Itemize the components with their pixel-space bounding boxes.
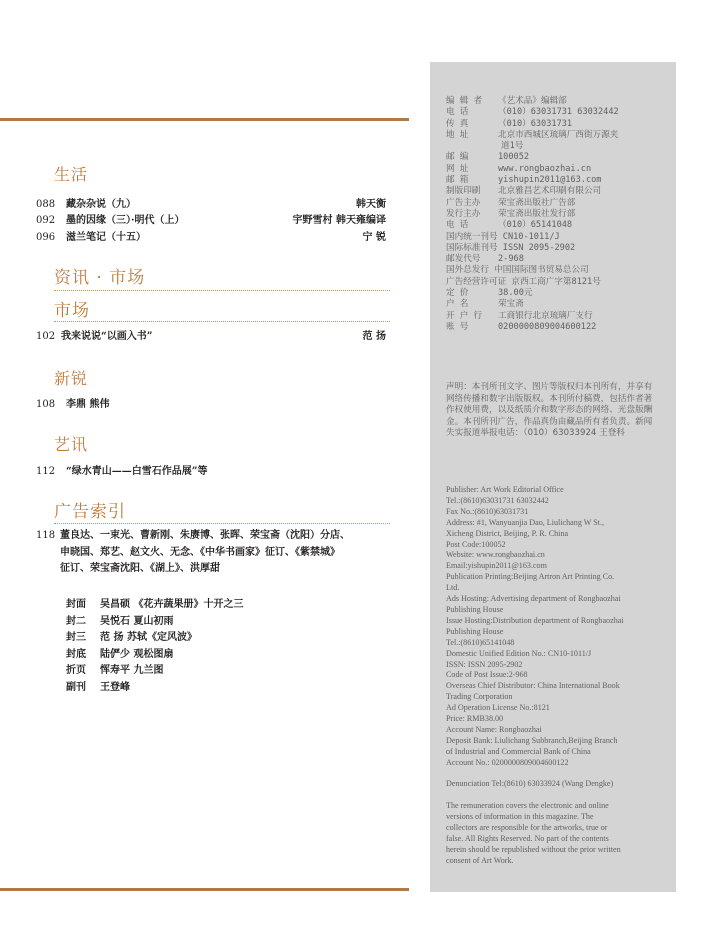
cover-text: 吴昌硕 《花卉蔬果册》十开之三 — [100, 599, 244, 610]
info-row — [446, 209, 668, 220]
english-line: Deposit Bank: Liulichang Subbranch,Beijing Branch — [446, 735, 618, 745]
english-line: Publishing House — [446, 626, 504, 636]
info-key: 户 名 — [446, 299, 469, 310]
info-row — [446, 265, 668, 276]
spacer — [446, 790, 660, 801]
english-line: Price: RMB38.00 — [446, 714, 504, 724]
cover-label: 封三 — [66, 632, 86, 643]
info-row — [446, 164, 668, 175]
cover-credit-row — [66, 647, 243, 664]
cover-label: 折页 — [66, 665, 86, 676]
info-row — [446, 254, 668, 265]
english-line: Ads Hosting: Advertising department of Rongbaozhai — [446, 594, 621, 604]
toc-author: 宁 锐 — [362, 232, 386, 243]
info-key: 邮发代号 — [446, 254, 481, 265]
english-line: Website: www.rongbaozhai.cn — [446, 550, 545, 560]
dotted-divider — [54, 321, 390, 322]
section-title-yixun: 艺讯 — [54, 435, 89, 454]
info-row — [446, 322, 668, 333]
colophon-info — [446, 96, 668, 333]
info-row — [446, 299, 668, 310]
info-key: 账 号 — [446, 321, 469, 332]
toc-page-number: 092 — [36, 215, 56, 226]
section-title-xinrui: 新锐 — [54, 369, 89, 388]
info-key: 开 户 行 — [446, 310, 483, 321]
english-line: Publisher: Art Work Editorial Office — [446, 485, 564, 494]
english-line: Tel.:(8610)63031731 63032442 — [446, 495, 549, 505]
info-key: 地 址 — [446, 129, 469, 140]
toc-title: 滋兰笔记（十五） — [66, 232, 146, 243]
ad-index-page-number: 118 — [36, 530, 56, 541]
english-line: Overseas Chief Distributor: China International Book — [446, 681, 620, 691]
info-value: 0200000809004600122 — [498, 321, 597, 332]
info-value: 京西工商广字第8121号 — [511, 276, 601, 287]
info-value: 道1号 — [501, 141, 524, 152]
info-value: 《艺术品》编辑部 — [498, 96, 567, 106]
toc-author: 范 扬 — [362, 331, 386, 342]
info-key: 电 话 — [446, 220, 469, 231]
top-rule — [0, 118, 409, 121]
ad-index-list — [60, 528, 394, 578]
info-row — [446, 175, 668, 186]
english-line: Email:yishupin2011@163.com — [446, 561, 547, 571]
info-key: 广告主办 — [446, 197, 481, 208]
info-key: 定 价 — [446, 288, 469, 299]
section-title-zixun: 资讯 · 市场 — [54, 268, 146, 288]
english-line: Account Name: Rongbaozhai — [446, 724, 542, 734]
ad-index-line: 董良达、一束光、曹新刚、朱赓博、张晖、荣宝斋（沈阳）分店、 — [60, 530, 350, 541]
info-row — [446, 220, 668, 231]
cover-label: 封面 — [66, 599, 86, 610]
info-value: CN10-1011/J — [502, 231, 560, 242]
toc-author: 宇野雪村 韩天雍编译 — [292, 215, 386, 226]
info-row — [446, 141, 668, 152]
cover-credit-row — [66, 663, 243, 680]
english-line: collectors are responsible for the artworks, true or — [446, 823, 608, 833]
info-value: 中国国际图书贸易总公司 — [494, 265, 589, 276]
section-title-guanggao: 广告索引 — [54, 502, 126, 522]
info-value: ISSN 2095-2902 — [502, 242, 576, 253]
info-row — [446, 232, 668, 243]
info-value: 荣宝斋出版社发行部 — [498, 208, 576, 219]
english-line: Ad Operation License No.:8121 — [446, 703, 550, 713]
info-value: 2-968 — [498, 254, 524, 265]
info-key: 发行主办 — [446, 208, 481, 219]
english-line: false. All Rights Reserved. No part of the contents — [446, 833, 609, 843]
english-line: Xicheng District, Beijing, P. R. China — [446, 528, 569, 538]
toc-title: 墨的因缘（三）·明代（上） — [66, 215, 185, 226]
english-line: Account No.: 0200000809004600122 — [446, 757, 569, 767]
toc-page-number: 088 — [36, 199, 56, 210]
bottom-rule — [0, 888, 409, 891]
english-line: ISSN: ISSN 2095-2902 — [446, 659, 523, 669]
info-key: 邮 编 — [446, 152, 469, 163]
english-line: Tel.:(8610)65141048 — [446, 637, 515, 647]
spacer — [446, 769, 660, 780]
toc-author: 韩天衡 — [356, 199, 386, 210]
info-value: 北京雅昌艺术印刷有限公司 — [498, 186, 602, 197]
info-row — [446, 288, 668, 299]
info-key: 电 话 — [446, 107, 469, 118]
toc-page-number: 102 — [36, 331, 56, 342]
info-key: 制版印刷 — [446, 186, 481, 197]
cover-credit-row — [66, 614, 243, 631]
toc-row — [36, 214, 390, 227]
cover-text: 恽寿平 九兰图 — [100, 665, 164, 676]
info-value: 荣宝斋出版社广告部 — [498, 197, 576, 208]
toc-row — [36, 398, 390, 411]
info-row — [446, 198, 668, 209]
english-line: of Industrial and Commercial Bank of China — [446, 746, 591, 756]
toc-row — [36, 330, 390, 343]
english-line: herein should be republished without the prior written — [446, 844, 621, 854]
english-line: Publishing House — [446, 604, 504, 614]
cover-text: 陆俨少 观松图扇 — [100, 648, 174, 660]
english-line: Post Code:100052 — [446, 539, 506, 549]
info-value: 100052 — [498, 152, 530, 163]
info-key: 传 真 — [446, 118, 469, 129]
info-value: 北京市西城区琉璃厂西街万源夹 — [498, 129, 619, 140]
info-value: （010）65141048 — [498, 220, 573, 231]
section-title-shichang: 市场 — [54, 301, 90, 321]
cover-credits — [66, 597, 243, 696]
toc-title: 藏杂杂说（九） — [66, 199, 136, 210]
english-line: Ltd. — [446, 583, 460, 593]
info-key: 国际标准刊号 — [446, 242, 498, 253]
cover-text: 吴悦石 夏山初雨 — [100, 615, 174, 627]
ad-index-line: 申晓国、郑艺、赵文火、无念、《中华书画家》征订、《紫禁城》 — [60, 546, 340, 558]
english-line: Code of Post Issue:2-968 — [446, 670, 528, 680]
info-key: 网 址 — [446, 163, 469, 174]
toc-page-number: 112 — [36, 466, 56, 477]
cover-credit-row — [66, 680, 243, 697]
cover-label: 封二 — [66, 615, 86, 627]
info-value: yishupin2011@163.com — [498, 175, 602, 186]
info-row — [446, 119, 668, 130]
info-row — [446, 130, 668, 141]
english-line: Fax No.:(8610)63031731 — [446, 506, 529, 516]
toc-title: 李鼎 熊伟 — [66, 399, 110, 410]
info-row — [446, 96, 668, 107]
info-value: （010）63031731 63032442 — [498, 107, 619, 118]
info-row — [446, 277, 668, 288]
english-line: The remuneration covers the electronic and online — [446, 801, 609, 811]
toc-row — [36, 231, 390, 244]
info-key: 邮 箱 — [446, 175, 469, 186]
toc-title: “绿水青山——白雪石作品展”等 — [66, 466, 208, 477]
info-value: 38.00元 — [498, 288, 533, 299]
toc-row — [36, 465, 390, 478]
english-line: Trading Corporation — [446, 692, 513, 702]
section-title-shenghuo: 生活 — [54, 165, 89, 184]
info-value: 荣宝斋 — [498, 299, 524, 310]
dotted-divider — [54, 523, 390, 524]
english-line: Publication Printing:Beijing Artron Art Printing Co. — [446, 572, 615, 582]
info-value: 工商银行北京琉璃厂支行 — [498, 310, 593, 321]
cover-text: 王登峰 — [100, 681, 130, 693]
english-line: Domestic Unified Edition No.: CN10-1011/J — [446, 648, 592, 658]
ad-index-line: 征订、荣宝斋沈阳、《湖上》、洪厚甜 — [60, 563, 220, 574]
toc-page-number: 096 — [36, 232, 56, 243]
info-row — [446, 311, 668, 322]
cover-credit-row — [66, 630, 243, 647]
english-line: Address: #1, Wanyuanjia Dao, Liulichang W St., — [446, 517, 605, 527]
cover-credit-row — [66, 597, 243, 614]
copyright-statement: 声明：本刊所刊文字、图片等版权归本刊所有，并享有网络传播和数字出版版权。本刊所付稿费，包括作者著作权使用费，以及纸质介和数字形态的网络、光盘版酬金。本刊所刊广告，作品真伪由藏品所有者负责。新闻失实报道举报电话：（010）63033924 王登科 — [446, 382, 653, 438]
toc-title: 我来说说“以画入书” — [61, 331, 153, 342]
info-value: （010）63031731 — [498, 118, 573, 129]
info-row — [446, 107, 668, 118]
info-key: 编 辑 者 — [446, 96, 483, 106]
toc-page-number: 108 — [36, 399, 56, 410]
cover-text: 范 扬 苏轼《定风波》 — [100, 632, 197, 643]
cover-label: 副刊 — [66, 681, 86, 693]
toc-row — [36, 198, 390, 211]
cover-label: 封底 — [66, 648, 86, 660]
info-row — [446, 152, 668, 163]
english-line: Denunciation Tel:(8610) 63033924 (Wang Dengke) — [446, 779, 614, 789]
info-key: 国外总发行 — [446, 265, 489, 276]
info-row — [446, 243, 668, 254]
info-key: 广告经营许可证 — [446, 276, 507, 287]
english-line: consent of Art Work. — [446, 855, 514, 865]
english-colophon — [446, 485, 660, 867]
english-line: versions of information in this magazine. The — [446, 812, 594, 822]
info-value: www.rongbaozhai.cn — [498, 163, 592, 174]
info-row — [446, 186, 668, 197]
info-key: 国内统一刊号 — [446, 231, 498, 242]
english-line: Issue Hosting:Distribution department of Rongbaozhai — [446, 615, 624, 625]
dotted-divider — [54, 290, 390, 291]
